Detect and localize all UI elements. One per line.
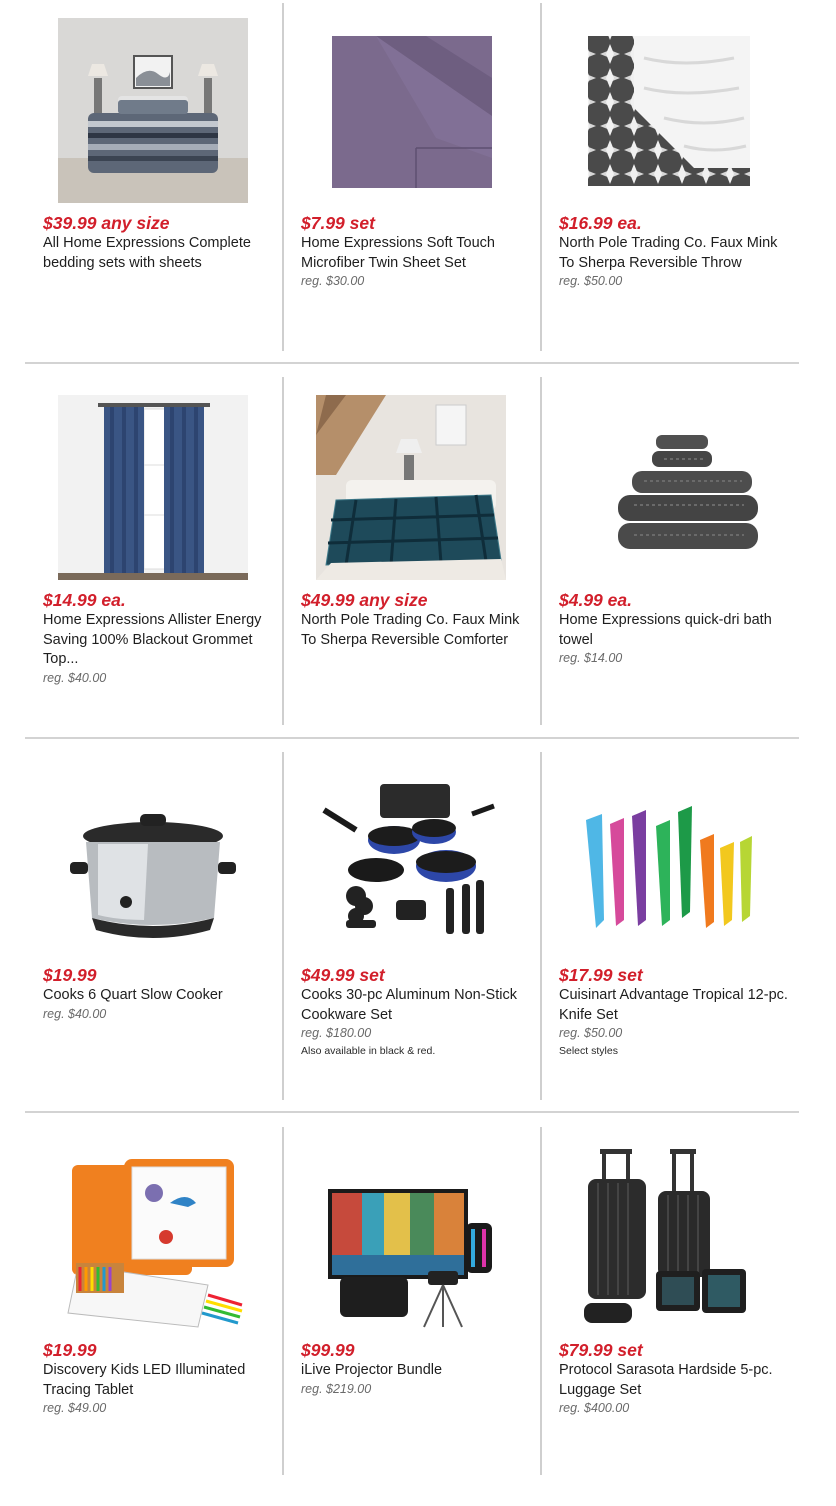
patterned-throw-image[interactable] [574, 18, 764, 203]
product-card-sheet-set[interactable] [283, 0, 541, 375]
product-card-throw[interactable] [541, 0, 799, 375]
price: $49.99 any size [301, 590, 428, 610]
product-title[interactable]: North Pole Trading Co. Faux Mink To Sherpa Reversible Comforter [301, 612, 520, 648]
product-card-knives[interactable] [541, 752, 799, 1127]
luggage-set-image[interactable] [574, 1145, 764, 1330]
product-title[interactable]: Discovery Kids LED Illuminated Tracing Tablet [43, 1362, 246, 1398]
price: $4.99 ea. [559, 590, 632, 610]
price: $99.99 [301, 1340, 355, 1360]
regular-price: reg. $30.00 [301, 274, 365, 288]
availability-note: Select styles [559, 1045, 618, 1057]
product-title[interactable]: iLive Projector Bundle [301, 1362, 443, 1378]
folded-sheet-image[interactable] [316, 18, 506, 203]
price: $49.99 set [301, 965, 385, 985]
product-row [0, 1127, 836, 1502]
product-title[interactable]: North Pole Trading Co. Faux Mink To Sherpa Reversible Throw [559, 235, 778, 271]
price: $14.99 ea. [43, 590, 126, 610]
regular-price: reg. $49.00 [43, 1401, 107, 1415]
product-title[interactable]: Cooks 30-pc Aluminum Non-Stick Cookware Set [301, 987, 517, 1023]
regular-price: reg. $219.00 [301, 1381, 372, 1396]
slow-cooker-image[interactable] [58, 770, 248, 955]
price: $79.99 set [559, 1340, 643, 1360]
cookware-set-image[interactable] [316, 770, 506, 955]
product-card-luggage[interactable] [541, 1127, 799, 1502]
product-card-projector[interactable] [283, 1127, 541, 1502]
product-card-curtains[interactable] [25, 377, 283, 752]
plaid-comforter-image[interactable] [316, 395, 506, 580]
blue-curtains-image[interactable] [58, 395, 248, 580]
product-row [0, 377, 836, 752]
product-card-cookware[interactable] [283, 752, 541, 1127]
product-title[interactable]: Cooks 6 Quart Slow Cooker [43, 987, 223, 1003]
product-card-towel[interactable] [541, 377, 799, 752]
price: $19.99 [43, 1340, 97, 1360]
regular-price: reg. $180.00 [301, 1026, 372, 1040]
knife-set-image[interactable] [574, 770, 764, 955]
product-title[interactable]: Home Expressions quick-dri bath towel [559, 612, 772, 648]
price: $16.99 ea. [559, 213, 642, 233]
product-title[interactable]: Home Expressions Soft Touch Microfiber Twin Sheet Set [301, 235, 495, 271]
product-card-comforter[interactable] [283, 377, 541, 752]
regular-price: reg. $50.00 [559, 1026, 623, 1040]
product-title[interactable]: All Home Expressions Complete bedding sets with sheets [43, 235, 251, 271]
regular-price: reg. $14.00 [559, 651, 623, 665]
price: $7.99 set [301, 213, 375, 233]
product-title[interactable]: Home Expressions Allister Energy Saving 100% Blackout Grommet Top... [43, 612, 262, 667]
availability-note: Also available in black & red. [301, 1045, 436, 1057]
towel-stack-image[interactable] [574, 395, 764, 580]
product-row [0, 752, 836, 1127]
regular-price: reg. $400.00 [559, 1401, 630, 1415]
product-card-bedding[interactable] [25, 0, 283, 375]
regular-price: reg. $40.00 [43, 1006, 107, 1021]
product-card-tracing-tablet[interactable] [25, 1127, 283, 1502]
regular-price: reg. $50.00 [559, 274, 623, 288]
product-title[interactable]: Protocol Sarasota Hardside 5-pc. Luggage Set [559, 1362, 773, 1398]
price: $19.99 [43, 965, 97, 985]
product-card-slow-cooker[interactable] [25, 752, 283, 1127]
tracing-tablet-image[interactable] [58, 1145, 248, 1330]
price: $17.99 set [559, 965, 643, 985]
price: $39.99 any size [43, 213, 170, 233]
regular-price: reg. $40.00 [43, 670, 107, 685]
projector-bundle-image[interactable] [316, 1145, 506, 1330]
product-row [0, 0, 836, 375]
product-title[interactable]: Cuisinart Advantage Tropical 12-pc. Knife Set [559, 987, 788, 1023]
bedroom-bedding-image[interactable] [58, 18, 248, 203]
